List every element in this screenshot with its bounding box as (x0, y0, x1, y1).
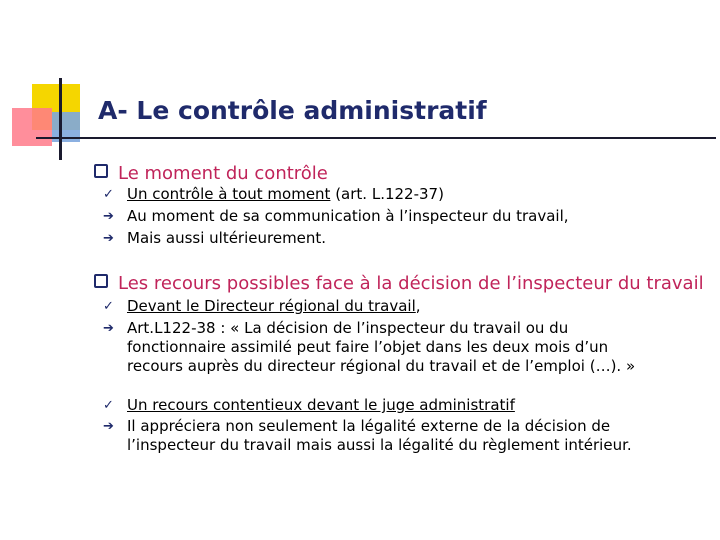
section-heading-moment: Le moment du contrôle (94, 163, 328, 184)
decor-red-square (12, 108, 52, 146)
list-item: ✓ Un contrôle à tout moment (art. L.122-37) (103, 185, 444, 203)
check-icon: ✓ (103, 187, 114, 202)
square-bullet-icon (94, 274, 108, 288)
arrow-right-icon: ➔ (103, 231, 114, 246)
square-bullet-icon (94, 164, 108, 178)
arrow-right-icon: ➔ (103, 321, 114, 336)
list-item: ✓ Devant le Directeur régional du travail, (103, 297, 421, 315)
item-underlined-text: Un contrôle à tout moment (127, 185, 331, 203)
arrow-right-icon: ➔ (103, 209, 114, 224)
check-icon: ✓ (103, 299, 114, 314)
section-heading-recours: Les recours possibles face à la décision de l’inspecteur du travail (94, 273, 704, 294)
list-item: ➔ Il appréciera non seulement la légalité externe de la décision de l’inspecteur du travail mais aussi la légalité du règlement intérieur. (103, 417, 632, 454)
item-underlined-text: Devant le Directeur régional du travail (127, 297, 416, 315)
slide-title: A- Le contrôle administratif (98, 96, 487, 125)
list-item: ➔ Art.L122-38 : « La décision de l’inspecteur du travail ou du fonctionnaire assimilé peut faire l’objet dans les deux mois d’un recours auprès du directeur régional du travail et de l’emploi (…). » (103, 319, 636, 375)
list-item: ➔ Au moment de sa communication à l’inspecteur du travail, (103, 207, 569, 225)
title-underline (36, 137, 716, 139)
arrow-right-icon: ➔ (103, 419, 114, 434)
list-item (103, 396, 515, 415)
item-underlined-text: Un recours contentieux devant le juge administratif (127, 396, 515, 414)
decor-vertical-line (59, 78, 62, 160)
check-icon: ✓ (103, 398, 114, 413)
list-item: ➔ Mais aussi ultérieurement. (103, 229, 327, 247)
